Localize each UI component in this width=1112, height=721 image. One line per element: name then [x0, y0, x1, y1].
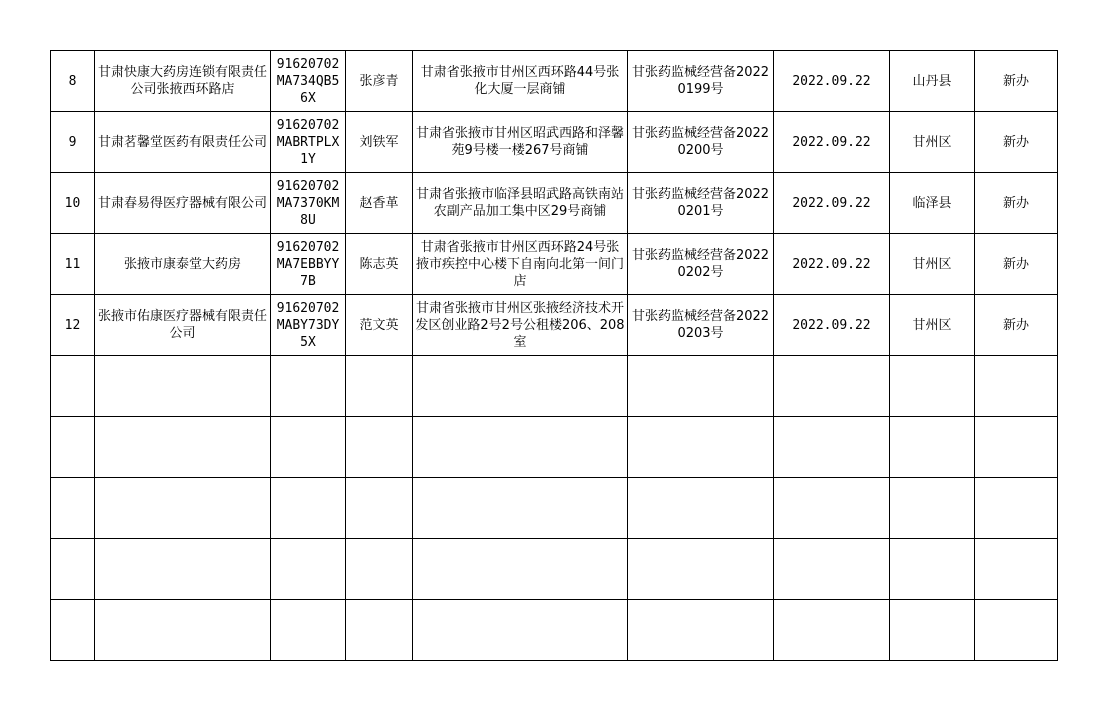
- empty-cell: [774, 478, 890, 539]
- record-number: 甘张药监械经营备20220201号: [628, 173, 774, 234]
- empty-cell: [774, 600, 890, 661]
- empty-cell: [271, 539, 346, 600]
- record-date: 2022.09.22: [774, 295, 890, 356]
- record-date: 2022.09.22: [774, 51, 890, 112]
- credit-code: 91620702MABRTPLX1Y: [271, 112, 346, 173]
- empty-cell: [628, 478, 774, 539]
- credit-code: 91620702MA7370KM8U: [271, 173, 346, 234]
- credit-code: 91620702MABY73DY5X: [271, 295, 346, 356]
- record-number: 甘张药监械经营备20220200号: [628, 112, 774, 173]
- record-date: 2022.09.22: [774, 173, 890, 234]
- record-type: 新办: [975, 51, 1058, 112]
- empty-cell: [51, 478, 95, 539]
- empty-row: [51, 478, 1058, 539]
- empty-cell: [413, 600, 628, 661]
- empty-cell: [346, 356, 413, 417]
- district: 临泽县: [890, 173, 975, 234]
- business-address: 甘肃省张掖市甘州区昭武西路和泽馨苑9号楼一楼267号商铺: [413, 112, 628, 173]
- credit-code: 91620702MA734QB56X: [271, 51, 346, 112]
- company-name: 甘肃茗馨堂医药有限责任公司: [95, 112, 271, 173]
- empty-cell: [413, 478, 628, 539]
- table-row: [51, 112, 1058, 173]
- empty-cell: [413, 417, 628, 478]
- table-row: [51, 234, 1058, 295]
- business-address: 甘肃省张掖市甘州区西环路44号张化大厦一层商铺: [413, 51, 628, 112]
- empty-cell: [774, 356, 890, 417]
- district: 甘州区: [890, 112, 975, 173]
- table-row: [51, 51, 1058, 112]
- empty-cell: [271, 356, 346, 417]
- empty-cell: [346, 539, 413, 600]
- empty-cell: [975, 600, 1058, 661]
- empty-row: [51, 356, 1058, 417]
- company-name: 张掖市康泰堂大药房: [95, 234, 271, 295]
- responsible-person: 刘铁军: [346, 112, 413, 173]
- empty-cell: [890, 356, 975, 417]
- company-name: 甘肃快康大药房连锁有限责任公司张掖西环路店: [95, 51, 271, 112]
- row-number: 11: [51, 234, 95, 295]
- table-body: [51, 51, 1058, 661]
- responsible-person: 陈志英: [346, 234, 413, 295]
- row-number: 8: [51, 51, 95, 112]
- district: 山丹县: [890, 51, 975, 112]
- empty-row: [51, 600, 1058, 661]
- district: 甘州区: [890, 234, 975, 295]
- business-address: 甘肃省张掖市甘州区张掖经济技术开发区创业路2号2号公租楼206、208室: [413, 295, 628, 356]
- empty-cell: [975, 417, 1058, 478]
- responsible-person: 张彦青: [346, 51, 413, 112]
- empty-cell: [51, 600, 95, 661]
- empty-row: [51, 539, 1058, 600]
- credit-code: 91620702MA7EBBYY7B: [271, 234, 346, 295]
- record-date: 2022.09.22: [774, 234, 890, 295]
- empty-cell: [271, 600, 346, 661]
- company-name: 甘肃春易得医疗器械有限公司: [95, 173, 271, 234]
- record-type: 新办: [975, 295, 1058, 356]
- row-number: 9: [51, 112, 95, 173]
- empty-cell: [774, 539, 890, 600]
- empty-cell: [628, 600, 774, 661]
- registration-table: [50, 50, 1058, 661]
- responsible-person: 范文英: [346, 295, 413, 356]
- empty-cell: [628, 417, 774, 478]
- responsible-person: 赵香革: [346, 173, 413, 234]
- district: 甘州区: [890, 295, 975, 356]
- empty-cell: [774, 417, 890, 478]
- empty-cell: [413, 356, 628, 417]
- record-number: 甘张药监械经营备20220203号: [628, 295, 774, 356]
- empty-cell: [95, 478, 271, 539]
- empty-cell: [890, 417, 975, 478]
- empty-cell: [975, 539, 1058, 600]
- row-number: 10: [51, 173, 95, 234]
- empty-cell: [413, 539, 628, 600]
- table-row: [51, 173, 1058, 234]
- empty-cell: [346, 600, 413, 661]
- row-number: 12: [51, 295, 95, 356]
- empty-cell: [51, 356, 95, 417]
- empty-cell: [95, 539, 271, 600]
- empty-cell: [890, 600, 975, 661]
- record-type: 新办: [975, 112, 1058, 173]
- empty-cell: [628, 356, 774, 417]
- empty-cell: [346, 417, 413, 478]
- record-number: 甘张药监械经营备20220199号: [628, 51, 774, 112]
- empty-cell: [271, 478, 346, 539]
- empty-cell: [95, 600, 271, 661]
- record-date: 2022.09.22: [774, 112, 890, 173]
- table-row: [51, 295, 1058, 356]
- empty-cell: [975, 356, 1058, 417]
- record-type: 新办: [975, 234, 1058, 295]
- empty-cell: [51, 539, 95, 600]
- empty-cell: [628, 539, 774, 600]
- record-number: 甘张药监械经营备20220202号: [628, 234, 774, 295]
- empty-cell: [95, 356, 271, 417]
- business-address: 甘肃省张掖市甘州区西环路24号张掖市疾控中心楼下自南向北第一间门店: [413, 234, 628, 295]
- business-address: 甘肃省张掖市临泽县昭武路高铁南站农副产品加工集中区29号商铺: [413, 173, 628, 234]
- record-type: 新办: [975, 173, 1058, 234]
- empty-cell: [890, 539, 975, 600]
- empty-cell: [51, 417, 95, 478]
- empty-cell: [890, 478, 975, 539]
- empty-cell: [975, 478, 1058, 539]
- company-name: 张掖市佑康医疗器械有限责任公司: [95, 295, 271, 356]
- empty-cell: [271, 417, 346, 478]
- empty-cell: [95, 417, 271, 478]
- empty-cell: [346, 478, 413, 539]
- empty-row: [51, 417, 1058, 478]
